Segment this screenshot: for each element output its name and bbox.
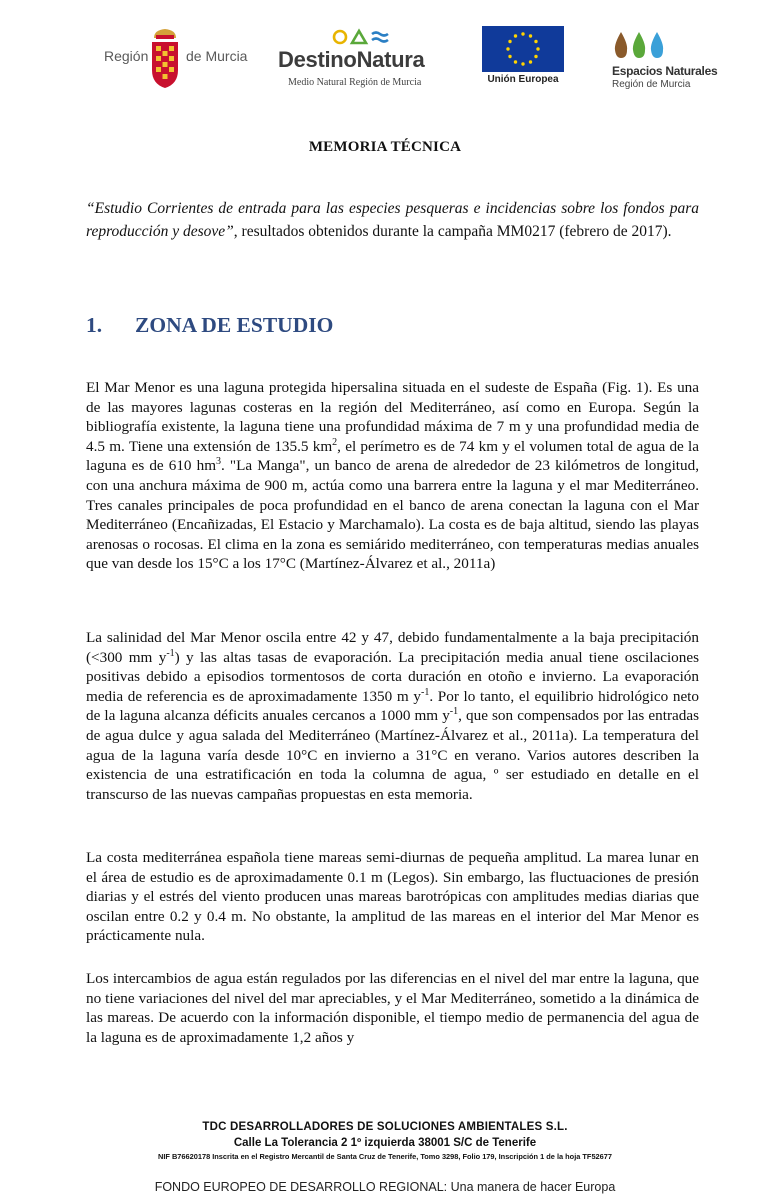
paragraph-4: Los intercambios de agua están regulados por las diferencias en el nivel del mar entre la laguna, que no tiene variaciones del nivel del mar apreciables, y el Mar Mediterráneo, sometido a la dinámica de las mareas. De acuerdo con la información disponible, el tiempo medio de permanencia del agua de la laguna es de aproximadamente 1,2 años y: [86, 970, 699, 1046]
eu-star-icon: [521, 32, 524, 35]
eu-flag-icon: [482, 26, 564, 72]
p2-sup-3: -1: [449, 706, 459, 718]
espacios-subtitle: Región de Murcia: [612, 79, 691, 90]
document-title: MEMORIA TÉCNICA: [308, 139, 462, 155]
intro-rest: , resultados obtenidos durante la campaña MM0217 (febrero de 2017).: [233, 223, 672, 240]
footer-fondo: FONDO EUROPEO DE DESARROLLO REGIONAL: Una manera de hacer Europa: [154, 1180, 616, 1194]
murcia-logo-text-left: Región: [104, 48, 149, 64]
espacios-title: Espacios Naturales: [612, 64, 718, 78]
destino-natura-subtitle: Medio Natural Región de Murcia: [288, 77, 422, 88]
eu-star-icon: [514, 60, 517, 63]
footer-company: TDC DESARROLLADORES DE SOLUCIONES AMBIENTALES S.L.: [202, 1121, 568, 1133]
p1-sup-2: 3: [216, 456, 222, 468]
eu-star-icon: [529, 60, 532, 63]
p2-sup-2: -1: [420, 686, 430, 698]
footer-nif: NIF B76620178 Inscrita en el Registro Mercantil de Santa Cruz de Tenerife, Tomo 3298, Folio 179, Inscripción 1 de la hoja TF52677: [158, 1152, 612, 1161]
region-murcia-logo: [100, 26, 250, 92]
paragraph-3: La costa mediterránea española tiene mareas semi-diurnas de pequeña amplitud. La marea lunar en el área de estudio es de aproximadamente 0.1 m (Legos). Sin embargo, las fluctuaciones de presión diarias y el estrés del viento producen unas mareas barotrópicas con amplitudes medias diarias que oscilan entre 0.2 y 0.4 m. No obstante, la amplitud de las mareas en el interior del Mar Menor es prácticamente nula.: [86, 849, 699, 945]
destino-natura-title: DestinoNatura: [278, 47, 425, 72]
intro-paragraph: [86, 197, 699, 243]
destino-natura-logo: [278, 26, 444, 92]
eu-label: Unión Europea: [487, 74, 559, 85]
paragraph-2: [86, 628, 699, 804]
p2-sup-1: -1: [166, 647, 175, 659]
eu-star-icon: [529, 34, 532, 37]
p2-text-c: . Por lo tanto, el equilibrio hidrológico neto de la laguna alcanza déficits anuales cercanos a 1000 mm y: [86, 687, 699, 725]
p2-text-d: , que son compensados por las entradas de agua dulce y agua salada del Mediterráneo (Martínez-Álvarez et al., 2011a). La temperatura del agua de la laguna varía desde 10°C en invierno a 31°C en verano. Varios autores describen la existencia de una estratificación en toda la columna de agua, º ser estudiado en detalle en el transcurso de las nuevas campañas propuestas en esta memoria.: [86, 707, 699, 803]
eu-star-icon: [534, 40, 537, 43]
eu-star-icon: [534, 55, 537, 58]
eu-star-icon: [506, 47, 509, 50]
p1-text-a: El Mar Menor es una laguna protegida hipersalina situada en el sudeste de España (Fig. 1). Es una de las mayores lagunas costeras en la región del Mediterráneo, así como en Europa. Según la bibliografía existente, la laguna tiene una profundidad máxima de 7 m y una profundidad media de 4.5 m. Tiene una extensión de 135.5 km: [86, 379, 699, 455]
eu-star-icon: [508, 40, 511, 43]
p1-text-c: . "La Manga", un banco de arena de alrededor de 23 kilómetros de longitud, con una anchura máxima de 900 m, actúa como una barrera entre la laguna y el mar Mediterráneo. Tres canales principales de poca profundidad en el banco de arena conectan la laguna con el Mar Mediterráneo (Encañizadas, El Estacio y Marchamalo). La costa es de baja altitud, siendo las playas arenosas o rocosas. El clima en la zona es semiárido mediterráneo, con temperaturas medias anuales que van desde los 15°C a los 17°C (Martínez-Álvarez et al., 2011a): [86, 457, 699, 573]
eu-star-icon: [536, 47, 539, 50]
murcia-shield-icon: [148, 26, 182, 90]
murcia-logo-text-right: de Murcia: [186, 48, 248, 64]
destino-natura-shapes-icon: [332, 28, 392, 46]
study-title: “Estudio Corrientes de entrada para las especies pesqueras e incidencias sobre los fondos para reproducción y desove”: [86, 200, 699, 240]
espacios-drops-icon: [612, 30, 668, 60]
p2-text-b: ) y las altas tasas de evaporación. La precipitación media anual tiene oscilaciones positivas debido a episodios tormentosos de corta duración en otoño e invierno. La evaporación media de referencia es de aproximadamente 1350 m y: [86, 648, 700, 705]
section-heading: [86, 313, 333, 338]
p2-text-a: La salinidad del Mar Menor oscila entre 42 y 47, debido fundamentalmente a la baja precipitación (<300 mm y: [86, 629, 699, 666]
eu-star-icon: [514, 34, 517, 37]
p1-text-b: , el perímetro es de 74 km y el volumen total de agua de la laguna es de 610 hm: [86, 437, 699, 475]
union-europea-logo: [482, 26, 564, 90]
eu-star-icon: [521, 62, 524, 65]
section-title: ZONA DE ESTUDIO: [135, 313, 334, 337]
espacios-naturales-logo: [612, 30, 752, 94]
p1-sup-1: 2: [332, 436, 338, 448]
eu-star-icon: [508, 55, 511, 58]
section-number: 1.: [86, 313, 103, 337]
paragraph-1: [86, 378, 699, 574]
footer-address: Calle La Tolerancia 2 1º izquierda 38001 S/C de Tenerife: [233, 1137, 537, 1149]
